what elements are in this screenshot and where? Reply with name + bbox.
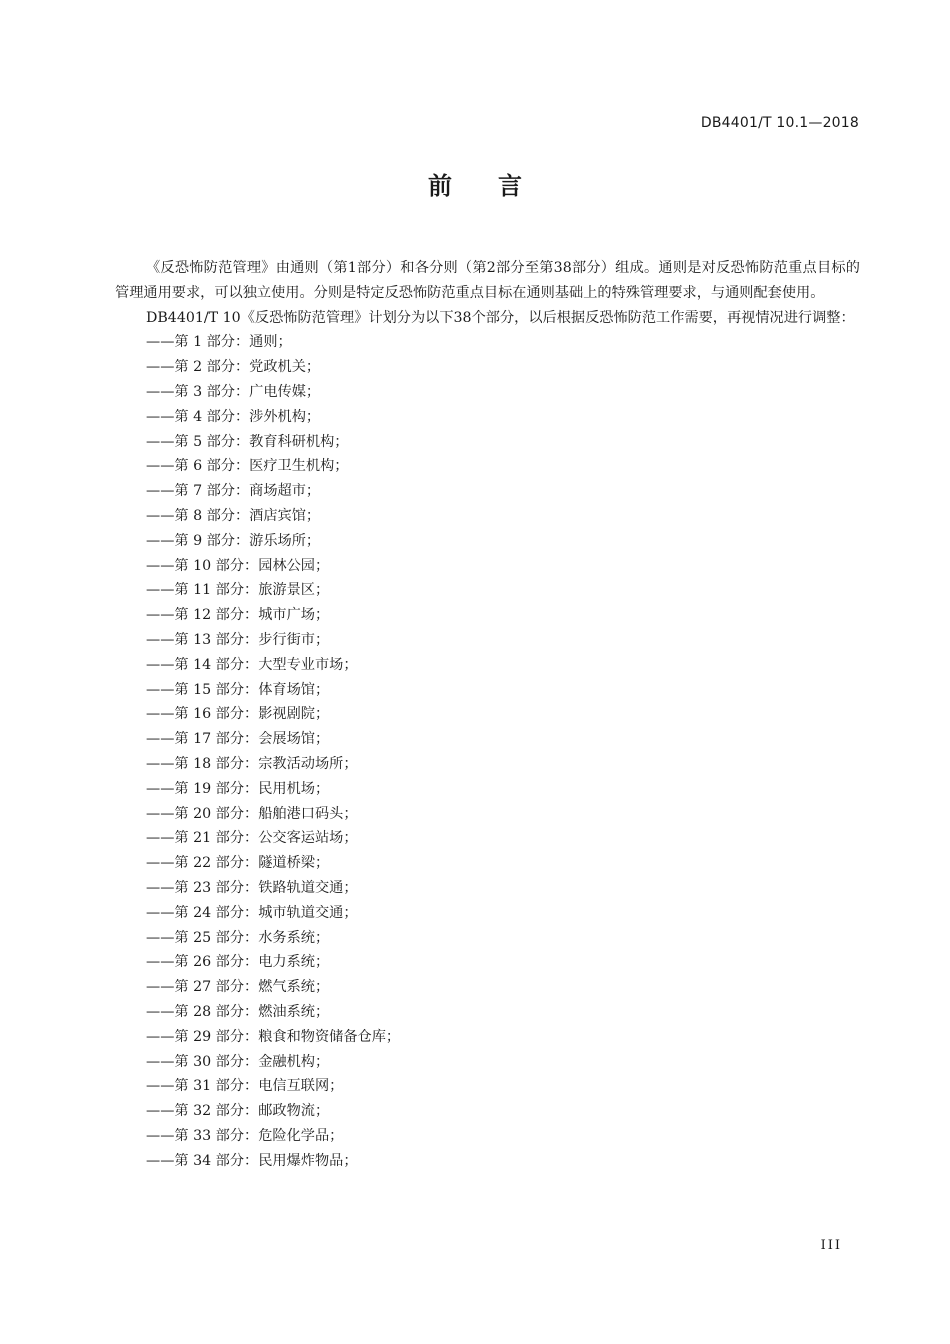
document-body: [115, 256, 860, 1173]
list-item: ——第 18 部分：宗教活动场所；: [146, 755, 358, 772]
list-item: ——第 10 部分：园林公园；: [146, 557, 330, 574]
list-item: ——第 16 部分：影视剧院；: [146, 706, 330, 723]
list-item: ——第 14 部分：大型专业市场；: [146, 656, 358, 673]
list-item: ——第 5 部分：教育科研机构；: [146, 433, 349, 450]
list-item: ——第 28 部分：燃油系统；: [146, 1003, 330, 1020]
list-item: ——第 2 部分：党政机关；: [146, 359, 321, 376]
intro-paragraph: 《反恐怖防范管理》由通则（第1部分）和各分则（第2部分至第38部分）组成。通则是对反恐怖防范重点目标的管理通用要求，可以独立使用。分则是特定反恐怖防范重点目标在通则基础上的特殊管理要求，与通则配套使用。: [115, 260, 860, 301]
page-number: III: [820, 1238, 842, 1253]
list-item: ——第 30 部分：金融机构；: [146, 1053, 330, 1070]
list-item: ——第 31 部分：电信互联网；: [146, 1078, 344, 1095]
list-item: ——第 24 部分：城市轨道交通；: [146, 904, 358, 921]
list-item: ——第 13 部分：步行街市；: [146, 631, 330, 648]
list-item: ——第 32 部分：邮政物流；: [146, 1103, 330, 1120]
list-item: ——第 34 部分：民用爆炸物品；: [146, 1152, 358, 1169]
list-item: ——第 1 部分：通则；: [146, 334, 292, 351]
list-item: ——第 29 部分：粮食和物资储备仓库；: [146, 1028, 401, 1045]
list-item: ——第 4 部分：涉外机构；: [146, 408, 321, 425]
document-code: DB4401/T 10.1—2018: [700, 115, 859, 131]
list-item: ——第 33 部分：危险化学品；: [146, 1127, 344, 1144]
list-item: ——第 22 部分：隧道桥梁；: [146, 855, 330, 872]
list-item: ——第 12 部分：城市广场；: [146, 607, 330, 624]
list-item: ——第 23 部分：铁路轨道交通；: [146, 879, 358, 896]
list-item: ——第 25 部分：水务系统；: [146, 929, 330, 946]
list-item: ——第 19 部分：民用机场；: [146, 780, 330, 797]
list-item: ——第 6 部分：医疗卫生机构；: [146, 458, 349, 475]
list-item: ——第 20 部分：船舶港口码头；: [146, 805, 358, 822]
list-item: ——第 11 部分：旅游景区；: [146, 582, 330, 599]
plan-paragraph: DB4401/T 10《反恐怖防范管理》计划分为以下38个部分，以后根据反恐怖防范工作需要，再视情况进行调整：: [146, 309, 855, 326]
list-item: ——第 3 部分：广电传媒；: [146, 383, 321, 400]
list-item: ——第 17 部分：会展场馆；: [146, 731, 330, 748]
list-item: ——第 15 部分：体育场馆；: [146, 681, 330, 698]
parts-list: [115, 330, 860, 1173]
list-item: ——第 21 部分：公交客运站场；: [146, 830, 358, 847]
list-item: ——第 7 部分：商场超市；: [146, 483, 321, 500]
page-title: 前言: [428, 172, 568, 200]
list-item: ——第 9 部分：游乐场所；: [146, 532, 321, 549]
list-item: ——第 27 部分：燃气系统；: [146, 979, 330, 996]
list-item: ——第 8 部分：酒店宾馆；: [146, 507, 321, 524]
list-item: ——第 26 部分：电力系统；: [146, 954, 330, 971]
